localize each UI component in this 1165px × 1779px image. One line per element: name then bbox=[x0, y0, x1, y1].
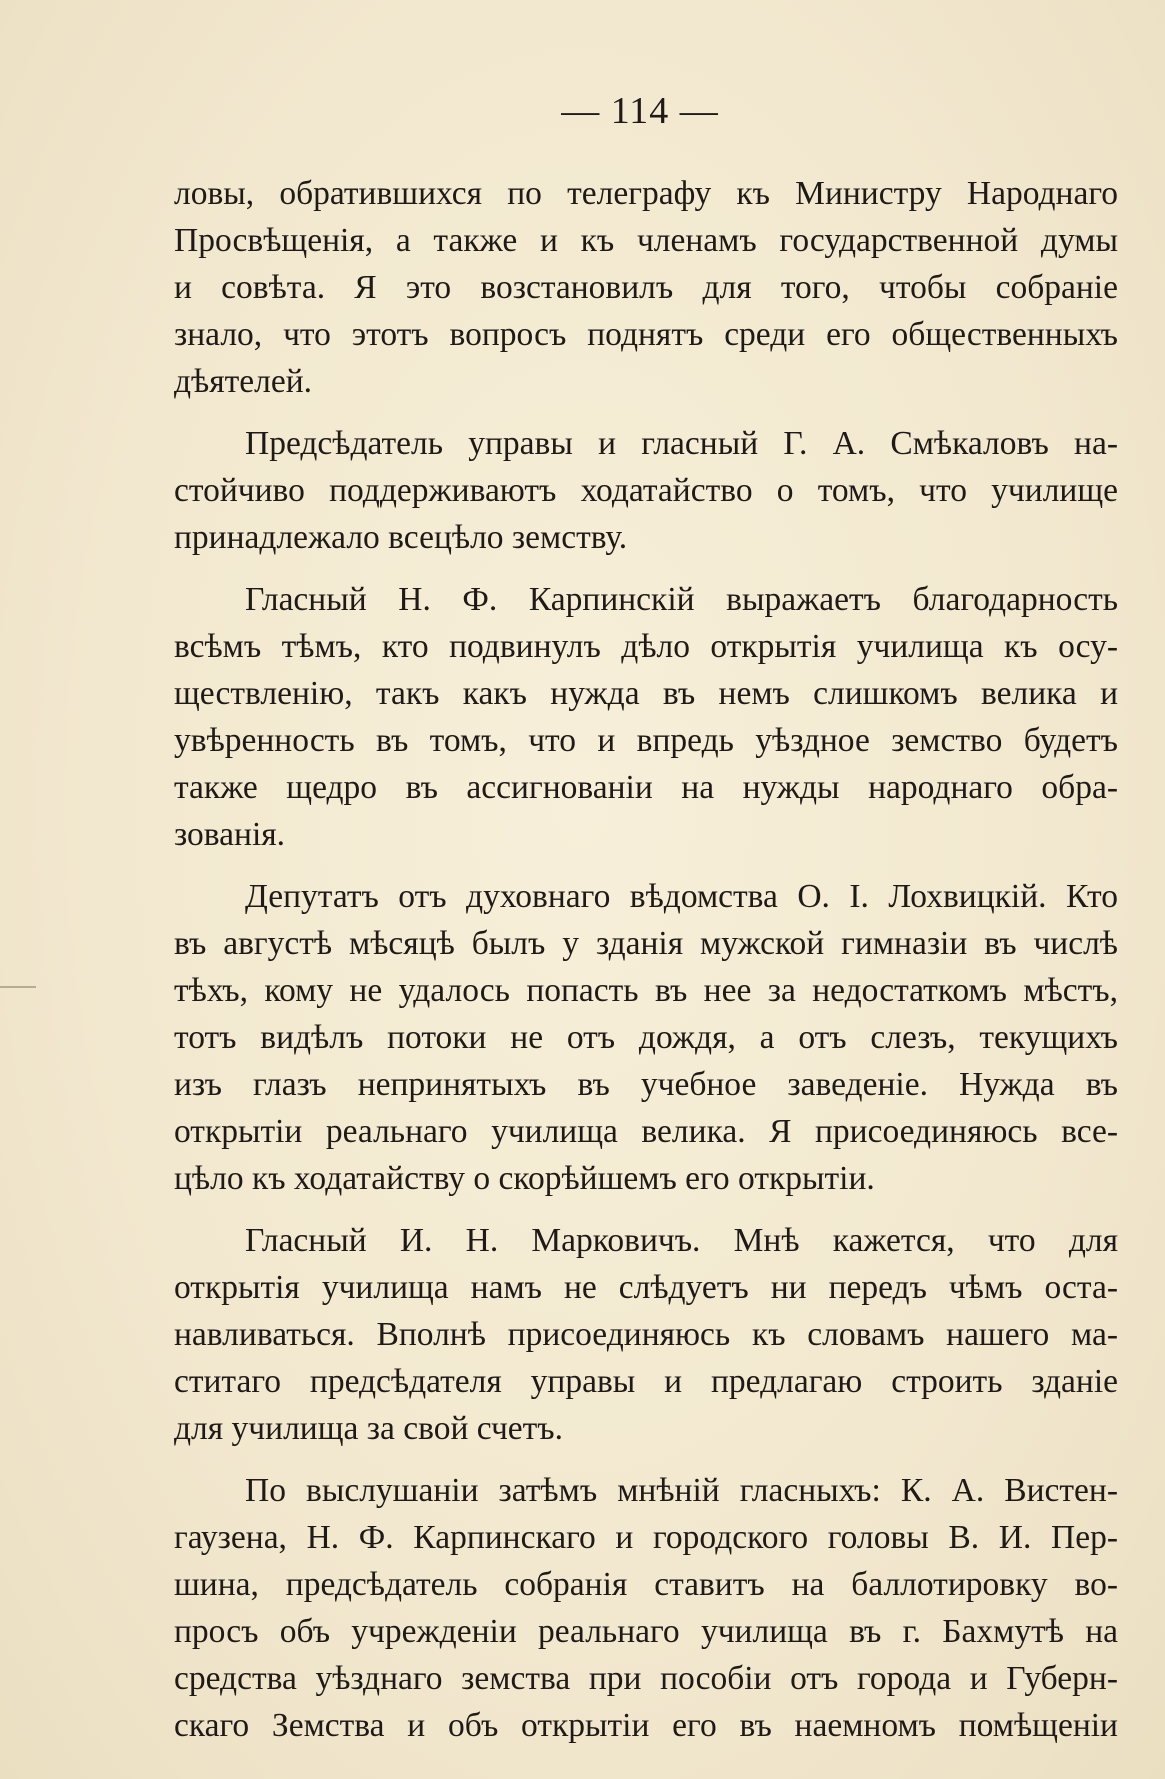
text-line: знало, что этотъ вопросъ поднятъ среди его общественныхъ bbox=[174, 316, 1118, 353]
text-line: зованія. bbox=[174, 816, 286, 853]
text-line: Депутатъ отъ духовнаго вѣдомства О. І. Лохвицкій. Кто bbox=[245, 878, 1118, 915]
text-line: ловы, обратившихся по телеграфу къ Министру Народнаго bbox=[174, 175, 1118, 212]
paragraph-4 bbox=[174, 873, 1118, 1202]
text-line: По выслушаніи затѣмъ мнѣній гласныхъ: К. А. Вистен- bbox=[245, 1472, 1118, 1509]
paragraph-6 bbox=[174, 1467, 1118, 1749]
paragraph-gap bbox=[174, 858, 1118, 873]
text-line: средства уѣзднаго земства при пособіи отъ города и Губерн- bbox=[174, 1660, 1118, 1697]
text-line: просъ объ учрежденіи реальнаго училища въ г. Бахмутѣ на bbox=[174, 1613, 1118, 1650]
text-line: дѣятелей. bbox=[174, 363, 313, 400]
text-line: въ августѣ мѣсяцѣ былъ у зданія мужской гимназіи въ числѣ bbox=[174, 925, 1118, 962]
text-line: увѣренность въ томъ, что и впредь уѣздное земство будетъ bbox=[174, 722, 1118, 759]
paragraph-gap bbox=[174, 1202, 1118, 1217]
text-line: навливаться. Вполнѣ присоединяюсь къ словамъ нашего ма- bbox=[174, 1316, 1118, 1353]
text-line: открытіи реальнаго училища велика. Я присоединяюсь все- bbox=[174, 1113, 1118, 1150]
text-line: Гласный И. Н. Марковичъ. Мнѣ кажется, что для bbox=[245, 1222, 1118, 1259]
text-line: Гласный Н. Ф. Карпинскій выражаетъ благодарность bbox=[245, 581, 1118, 618]
text-line: стойчиво поддерживаютъ ходатайство о томъ, что училище bbox=[174, 472, 1118, 509]
paragraph-gap bbox=[174, 1452, 1118, 1467]
text-line: ститаго предсѣдателя управы и предлагаю строить зданіе bbox=[174, 1363, 1118, 1400]
text-line: шина, предсѣдатель собранія ставитъ на баллотировку во- bbox=[174, 1566, 1118, 1603]
text-line: ществленію, такъ какъ нужда въ немъ слишкомъ велика и bbox=[174, 675, 1118, 712]
text-line: гаузена, Н. Ф. Карпинскаго и городского головы В. И. Пер- bbox=[174, 1519, 1118, 1556]
paragraph-2 bbox=[174, 420, 1118, 561]
text-line: скаго Земства и объ открытіи его въ наемномъ помѣщеніи bbox=[174, 1707, 1118, 1744]
text-line: также щедро въ ассигнованіи на нужды народнаго обра- bbox=[174, 769, 1118, 806]
text-line: изъ глазъ непринятыхъ въ учебное заведеніе. Нужда въ bbox=[174, 1066, 1118, 1103]
text-line: Предсѣдатель управы и гласный Г. А. Смѣкаловъ на- bbox=[245, 425, 1118, 462]
text-line: тотъ видѣлъ потоки не отъ дождя, а отъ слезъ, текущихъ bbox=[174, 1019, 1118, 1056]
text-line: Просвѣщенія, а также и къ членамъ государственной думы bbox=[174, 222, 1118, 259]
margin-mark bbox=[0, 986, 36, 988]
paragraph-1 bbox=[174, 170, 1118, 405]
text-line: и совѣта. Я это возстановилъ для того, чтобы собраніе bbox=[174, 269, 1118, 306]
text-line: принадлежало всецѣло земству. bbox=[174, 519, 628, 556]
text-line: тѣхъ, кому не удалось попасть въ нее за недостаткомъ мѣстъ, bbox=[174, 972, 1118, 1009]
text-line: всѣмъ тѣмъ, кто подвинулъ дѣло открытія училища къ осу- bbox=[174, 628, 1118, 665]
paragraph-3 bbox=[174, 576, 1118, 858]
text-line: для училища за свой счетъ. bbox=[174, 1410, 563, 1447]
paragraph-gap bbox=[174, 561, 1118, 576]
paragraph-5 bbox=[174, 1217, 1118, 1452]
text-line: цѣло къ ходатайству о скорѣйшемъ его открытіи. bbox=[174, 1160, 875, 1197]
text-line: открытія училища намъ не слѣдуетъ ни передъ чѣмъ оста- bbox=[174, 1269, 1118, 1306]
paragraph-gap bbox=[174, 405, 1118, 420]
page-number: — 114 — bbox=[561, 90, 719, 132]
